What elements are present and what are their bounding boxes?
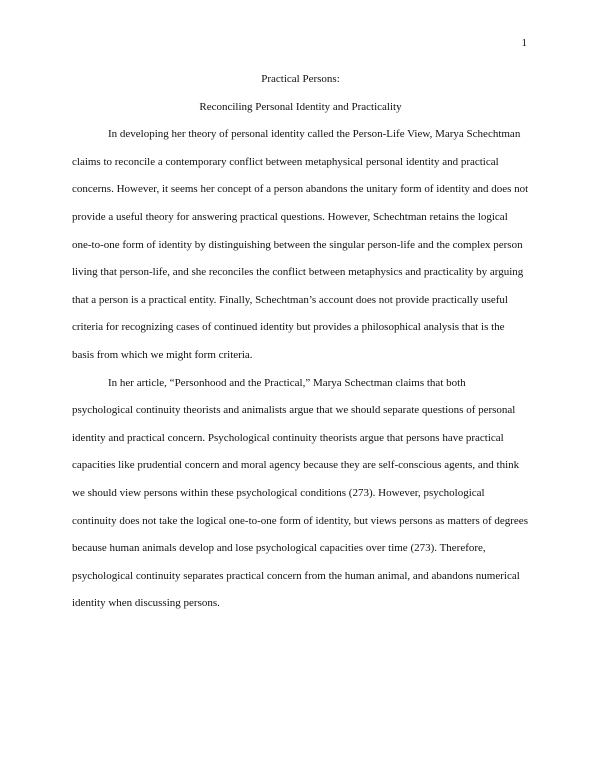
paragraph-2: In her article, “Personhood and the Practical,” Marya Schectman claims that both psychological continuity theorists and animalists argue that we should separate questions of personal identity and practical concern. Psychological continuity theorists argue that persons have practical capacities like prudential concern and moral agency because they are self-conscious agents, and think we should view persons within these psychological conditions (273). However, psychological continuity does not take the logical one-to-one form of identity, but views persons as matters of degrees because human animals develop and lose psychological capacities over time (273). Therefore, psychological continuity separates practical concern from the human animal, and abandons numerical identity when discussing persons. [72,376,528,610]
paragraph-1: In developing her theory of personal identity called the Person-Life View, Marya Schechtman claims to reconcile a contemporary conflict between metaphysical personal identity and practical concerns. However, it seems her concept of a person abandons the unitary form of identity and does not provide a useful theory for answering practical questions. However, Schechtman retains the logical one-to-one form of identity by distinguishing between the singular person-life and the complex person living that person-life, and she reconciles the conflict between metaphysics and practicality by arguing that a person is a practical entity. Finally, Schechtman’s account does not provide practically useful criteria for recognizing cases of continued identity but provides a philosophical analysis that is the basis from which we might form criteria. [72,128,529,361]
document-subtitle: Reconciling Personal Identity and Practicality [199,100,402,113]
document-title: Practical Persons: [261,73,340,85]
document-body [72,66,529,618]
page-number: 1 [521,37,527,49]
